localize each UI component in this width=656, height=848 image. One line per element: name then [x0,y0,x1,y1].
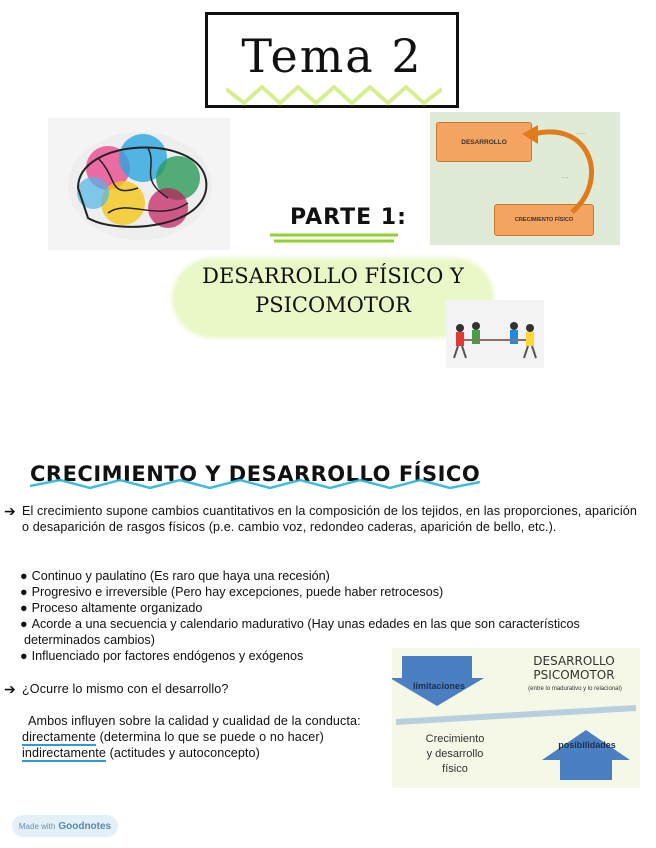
title-zigzag-decoration [226,81,442,107]
arrow-right-icon: ➔ [4,681,16,697]
desarrollo-title-line-2: PSICOMOTOR [533,668,615,682]
brain-illustration [48,118,230,250]
bullet-icon: ● [20,649,28,663]
subtitle-line-1: DESARROLLO FÍSICO Y [202,264,464,288]
bullet-icon: ● [20,569,28,583]
crecimiento-line-3: físico [442,763,468,775]
paragraph-crecimiento: El crecimiento supone cambios cuantitativos en la composición de los tejidos, en las proporciones, aparición o desaparición de rasgos físicos (p.e. cambio voz, redondeo caderas, aparición de bello, etc.). [22,504,637,534]
bullet-icon: ● [20,617,28,631]
curved-arrow-icon [520,120,610,220]
part-label: PARTE 1: [290,205,407,230]
list-item [20,616,580,632]
list-item [20,600,202,616]
desarrollo-note: (entre lo madurativo y lo relacional) [528,686,622,692]
desarrollo-title [514,654,634,682]
list-item [20,648,303,664]
direct-rest: (determina lo que se puede o no hacer) [96,730,324,744]
posibilidades-arrow-icon [542,730,630,780]
indirect-word: indirectamente [22,746,107,760]
limitaciones-label: limitaciones [412,681,466,691]
goodnotes-badge[interactable] [12,815,118,837]
list-item [20,568,330,584]
list-item-text: Proceso altamente organizado [31,601,203,615]
question-text: ¿Ocurre lo mismo con el desarrollo? [22,682,229,696]
list-item-text: Influenciado por factores endógenos y exógenos [31,649,304,663]
subtitle-line-2: PSICOMOTOR [255,293,411,317]
bullet-icon: ● [20,601,28,615]
diagram-box-desarrollo: DESARROLLO [436,122,532,162]
list-item-text: Progresivo e irreversible (Pero hay excepciones, puede haber retrocesos) [31,585,444,599]
diagram-tiny-label: - - - - [576,130,585,135]
arrow-right-icon: ➔ [4,503,16,519]
badge-brand: Goodnotes [58,820,112,832]
direct-row [22,729,324,745]
section-heading: CRECIMIENTO Y DESARROLLO FÍSICO [30,462,481,486]
development-diagram [430,112,620,245]
kids-tug-of-war-photo [446,300,544,368]
heading-strike-decoration [30,470,490,496]
badge-made-with: Made with [18,821,56,831]
desarrollo-title-line-1: DESARROLLO [533,654,615,668]
seesaw-diagram [392,648,640,788]
posibilidades-label: posibilidades [558,740,616,750]
part-underline [270,232,400,246]
diagram-tiny-label-2: - - - [562,174,569,179]
ambos-text: Ambos influyen sobre la calidad y cualidad de la conducta: [28,714,361,728]
list-item-continuation: determinados cambios) [24,633,155,647]
title-box [205,12,459,108]
list-item-text: Continuo y paulatino (Es raro que haya una recesión) [31,569,330,583]
crecimiento-line-1: Crecimiento [425,733,485,745]
indirect-row [22,745,260,761]
diagram-box-crecimiento: CRECIMIENTO FÍSICO [494,204,594,236]
list-item-text: Acorde a una secuencia y calendario madurativo (Hay unas edades en las que son característicos [31,617,580,631]
indirect-rest: (actitudes y autoconcepto) [106,746,260,760]
page-title: Tema 2 [241,29,423,83]
crecimiento-label [400,732,510,777]
direct-word: directamente [22,730,97,744]
list-item [20,584,443,600]
bullet-icon: ● [20,585,28,599]
crecimiento-line-2: y desarrollo [426,748,484,760]
